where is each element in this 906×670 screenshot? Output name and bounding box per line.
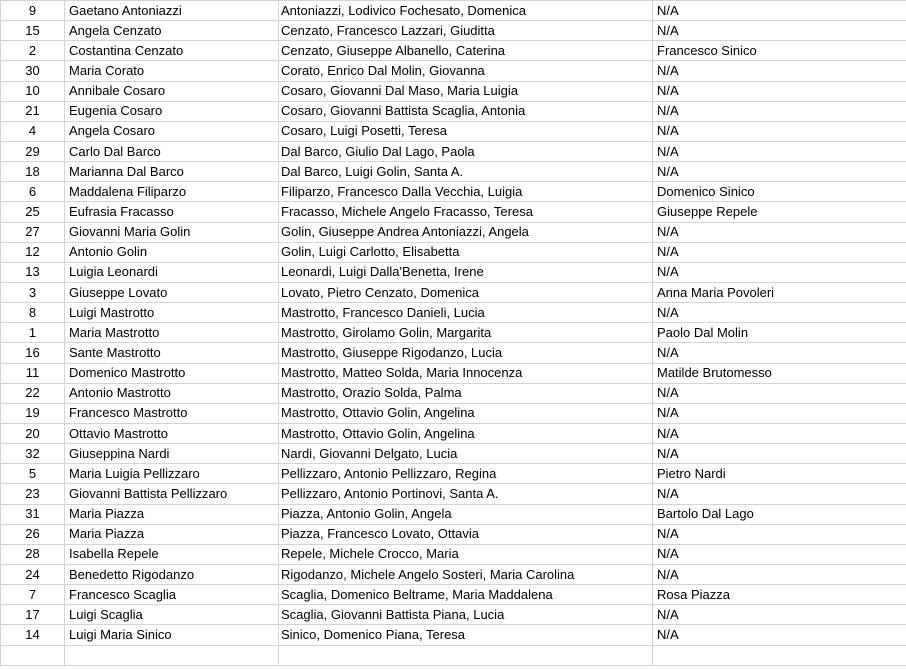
cell-spouse[interactable]: Rosa Piazza [653, 585, 906, 605]
cell-parents[interactable]: Cosaro, Luigi Posetti, Teresa [279, 121, 653, 141]
cell-number[interactable]: 22 [1, 383, 65, 403]
table-row [1, 242, 906, 262]
cell-parents[interactable]: Antoniazzi, Lodivico Fochesato, Domenica [279, 1, 653, 21]
cell-spouse[interactable]: Domenico Sinico [653, 182, 906, 202]
cell-name[interactable]: Carlo Dal Barco [65, 141, 279, 161]
cell-number[interactable]: 10 [1, 81, 65, 101]
cell-name[interactable]: Maria Corato [65, 61, 279, 81]
cell-number[interactable]: 9 [1, 1, 65, 21]
cell-spouse[interactable]: Anna Maria Povoleri [653, 282, 906, 302]
cell-number[interactable]: 4 [1, 121, 65, 141]
cell-number[interactable]: 28 [1, 544, 65, 564]
cell-number[interactable]: 24 [1, 564, 65, 584]
cell-number[interactable]: 32 [1, 444, 65, 464]
cell-spouse[interactable]: N/A [653, 605, 906, 625]
cell-name[interactable]: Francesco Scaglia [65, 585, 279, 605]
cell-parents[interactable]: Cosaro, Giovanni Battista Scaglia, Antonia [279, 101, 653, 121]
cell-parents[interactable]: Filiparzo, Francesco Dalla Vecchia, Luigia [279, 182, 653, 202]
cell-number[interactable]: 23 [1, 484, 65, 504]
cell-name[interactable]: Ottavio Mastrotto [65, 423, 279, 443]
table-row [1, 504, 906, 524]
cell-parents[interactable]: Mastrotto, Giuseppe Rigodanzo, Lucia [279, 343, 653, 363]
cell-parents[interactable]: Piazza, Antonio Golin, Angela [279, 504, 653, 524]
table-row [1, 61, 906, 81]
table-row [1, 182, 906, 202]
cell-name[interactable]: Domenico Mastrotto [65, 363, 279, 383]
cell-parents[interactable]: Lovato, Pietro Cenzato, Domenica [279, 282, 653, 302]
cell-name[interactable]: Eugenia Cosaro [65, 101, 279, 121]
table-row [1, 605, 906, 625]
table-row [1, 444, 906, 464]
cell-parents[interactable]: Repele, Michele Crocco, Maria [279, 544, 653, 564]
cell-spouse[interactable]: N/A [653, 101, 906, 121]
cell-parents[interactable]: Pellizzaro, Antonio Portinovi, Santa A. [279, 484, 653, 504]
cell-parents[interactable]: Dal Barco, Giulio Dal Lago, Paola [279, 141, 653, 161]
cell-name[interactable]: Antonio Mastrotto [65, 383, 279, 403]
cell-parents[interactable]: Mastrotto, Orazio Solda, Palma [279, 383, 653, 403]
table-row [1, 141, 906, 161]
cell-spouse[interactable]: Francesco Sinico [653, 41, 906, 61]
cell-name[interactable]: Maddalena Filiparzo [65, 182, 279, 202]
cell-number[interactable]: 7 [1, 585, 65, 605]
table-row [1, 484, 906, 504]
table-row [1, 343, 906, 363]
cell-parents[interactable]: Mastrotto, Matteo Solda, Maria Innocenza [279, 363, 653, 383]
cell-number[interactable]: 6 [1, 182, 65, 202]
cell-parents[interactable]: Pellizzaro, Antonio Pellizzaro, Regina [279, 464, 653, 484]
cell-number[interactable]: 30 [1, 61, 65, 81]
table-row [1, 121, 906, 141]
cell-number[interactable]: 3 [1, 282, 65, 302]
table-row [1, 41, 906, 61]
cell-spouse[interactable]: N/A [653, 81, 906, 101]
table-row [1, 544, 906, 564]
table-row [1, 585, 906, 605]
cell-parents[interactable]: Scaglia, Domenico Beltrame, Maria Maddalena [279, 585, 653, 605]
cell-number[interactable]: 1 [1, 323, 65, 343]
cell-spouse[interactable]: N/A [653, 262, 906, 282]
cell-parents[interactable]: Mastrotto, Ottavio Golin, Angelina [279, 423, 653, 443]
cell-name[interactable]: Marianna Dal Barco [65, 162, 279, 182]
cell-name[interactable]: Costantina Cenzato [65, 41, 279, 61]
table-row [1, 323, 906, 343]
cell-number[interactable]: 21 [1, 101, 65, 121]
cell-spouse[interactable]: N/A [653, 625, 906, 645]
cell-spouse[interactable]: Giuseppe Repele [653, 202, 906, 222]
table-row [1, 202, 906, 222]
cell-number[interactable]: 14 [1, 625, 65, 645]
cell-number[interactable]: 19 [1, 403, 65, 423]
table-row [1, 101, 906, 121]
cell-parents[interactable]: Mastrotto, Girolamo Golin, Margarita [279, 323, 653, 343]
table-row [1, 464, 906, 484]
cell-number[interactable]: 15 [1, 21, 65, 41]
cell-parents[interactable]: Cenzato, Giuseppe Albanello, Caterina [279, 41, 653, 61]
cell-name[interactable]: Annibale Cosaro [65, 81, 279, 101]
cell-spouse[interactable]: N/A [653, 343, 906, 363]
cell-name[interactable]: Giovanni Maria Golin [65, 222, 279, 242]
cell-parents[interactable]: Scaglia, Giovanni Battista Piana, Lucia [279, 605, 653, 625]
table-row [1, 625, 906, 645]
table-row [1, 81, 906, 101]
cell-number[interactable]: 18 [1, 162, 65, 182]
cell-number[interactable]: 27 [1, 222, 65, 242]
cell-name[interactable]: Giuseppe Lovato [65, 282, 279, 302]
cell-spouse[interactable]: N/A [653, 383, 906, 403]
grid-body [1, 1, 906, 666]
cell-name[interactable]: Giovanni Battista Pellizzaro [65, 484, 279, 504]
cell-name[interactable]: Giuseppina Nardi [65, 444, 279, 464]
cell-spouse[interactable]: N/A [653, 222, 906, 242]
cell-spouse[interactable]: N/A [653, 61, 906, 81]
cell-number[interactable]: 16 [1, 343, 65, 363]
cell-name[interactable]: Eufrasia Fracasso [65, 202, 279, 222]
cell-name[interactable]: Sante Mastrotto [65, 343, 279, 363]
cell-spouse[interactable]: N/A [653, 564, 906, 584]
cell-name[interactable]: Maria Piazza [65, 504, 279, 524]
cell-spouse[interactable]: Bartolo Dal Lago [653, 504, 906, 524]
cell-parents[interactable]: Nardi, Giovanni Delgato, Lucia [279, 444, 653, 464]
cell-spouse[interactable] [653, 645, 906, 665]
cell-spouse[interactable]: N/A [653, 21, 906, 41]
cell-name[interactable]: Luigia Leonardi [65, 262, 279, 282]
cell-number[interactable]: 12 [1, 242, 65, 262]
cell-spouse[interactable]: N/A [653, 403, 906, 423]
table-row [1, 21, 906, 41]
cell-parents[interactable]: Golin, Luigi Carlotto, Elisabetta [279, 242, 653, 262]
cell-name[interactable]: Benedetto Rigodanzo [65, 564, 279, 584]
cell-spouse[interactable]: Matilde Brutomesso [653, 363, 906, 383]
table-row [1, 1, 906, 21]
cell-spouse[interactable]: N/A [653, 121, 906, 141]
cell-name[interactable]: Luigi Mastrotto [65, 303, 279, 323]
cell-parents[interactable]: Cosaro, Giovanni Dal Maso, Maria Luigia [279, 81, 653, 101]
cell-name[interactable]: Maria Luigia Pellizzaro [65, 464, 279, 484]
cell-spouse[interactable]: N/A [653, 1, 906, 21]
cell-number[interactable]: 8 [1, 303, 65, 323]
cell-spouse[interactable]: N/A [653, 242, 906, 262]
cell-parents[interactable]: Rigodanzo, Michele Angelo Sosteri, Maria Carolina [279, 564, 653, 584]
cell-parents[interactable]: Mastrotto, Ottavio Golin, Angelina [279, 403, 653, 423]
table-row [1, 383, 906, 403]
cell-spouse[interactable]: N/A [653, 544, 906, 564]
cell-number[interactable]: 17 [1, 605, 65, 625]
cell-number[interactable]: 29 [1, 141, 65, 161]
cell-spouse[interactable]: N/A [653, 423, 906, 443]
table-row [1, 162, 906, 182]
cell-name[interactable]: Luigi Scaglia [65, 605, 279, 625]
cell-name[interactable]: Angela Cenzato [65, 21, 279, 41]
cell-name[interactable]: Isabella Repele [65, 544, 279, 564]
cell-spouse[interactable]: Pietro Nardi [653, 464, 906, 484]
cell-parents[interactable]: Dal Barco, Luigi Golin, Santa A. [279, 162, 653, 182]
cell-spouse[interactable]: N/A [653, 303, 906, 323]
cell-parents[interactable]: Sinico, Domenico Piana, Teresa [279, 625, 653, 645]
cell-name[interactable]: Maria Mastrotto [65, 323, 279, 343]
cell-number[interactable]: 5 [1, 464, 65, 484]
cell-number[interactable]: 31 [1, 504, 65, 524]
cell-parents[interactable]: Golin, Giuseppe Andrea Antoniazzi, Angela [279, 222, 653, 242]
table-row [1, 222, 906, 242]
cell-spouse[interactable]: N/A [653, 444, 906, 464]
cell-name[interactable]: Antonio Golin [65, 242, 279, 262]
cell-name[interactable]: Francesco Mastrotto [65, 403, 279, 423]
cell-name[interactable]: Luigi Maria Sinico [65, 625, 279, 645]
cell-spouse[interactable]: N/A [653, 141, 906, 161]
cell-number[interactable]: 26 [1, 524, 65, 544]
cell-number[interactable]: 11 [1, 363, 65, 383]
cell-spouse[interactable]: N/A [653, 524, 906, 544]
cell-parents[interactable] [279, 645, 653, 665]
cell-number[interactable]: 25 [1, 202, 65, 222]
cell-parents[interactable]: Mastrotto, Francesco Danieli, Lucia [279, 303, 653, 323]
table-row [1, 303, 906, 323]
cell-number[interactable]: 2 [1, 41, 65, 61]
table-row [1, 645, 906, 665]
table-row [1, 423, 906, 443]
table-row [1, 564, 906, 584]
table-row [1, 282, 906, 302]
cell-name[interactable]: Gaetano Antoniazzi [65, 1, 279, 21]
cell-name[interactable]: Angela Cosaro [65, 121, 279, 141]
cell-spouse[interactable]: Paolo Dal Molin [653, 323, 906, 343]
cell-parents[interactable]: Leonardi, Luigi Dalla'Benetta, Irene [279, 262, 653, 282]
table-row [1, 524, 906, 544]
cell-number[interactable]: 13 [1, 262, 65, 282]
cell-spouse[interactable]: N/A [653, 484, 906, 504]
cell-parents[interactable]: Cenzato, Francesco Lazzari, Giuditta [279, 21, 653, 41]
cell-name[interactable] [65, 645, 279, 665]
cell-spouse[interactable]: N/A [653, 162, 906, 182]
cell-number[interactable]: 20 [1, 423, 65, 443]
cell-name[interactable]: Maria Piazza [65, 524, 279, 544]
table-row [1, 262, 906, 282]
cell-parents[interactable]: Corato, Enrico Dal Molin, Giovanna [279, 61, 653, 81]
table-row [1, 403, 906, 423]
cell-parents[interactable]: Piazza, Francesco Lovato, Ottavia [279, 524, 653, 544]
cell-number[interactable] [1, 645, 65, 665]
cell-parents[interactable]: Fracasso, Michele Angelo Fracasso, Teresa [279, 202, 653, 222]
table-row [1, 363, 906, 383]
